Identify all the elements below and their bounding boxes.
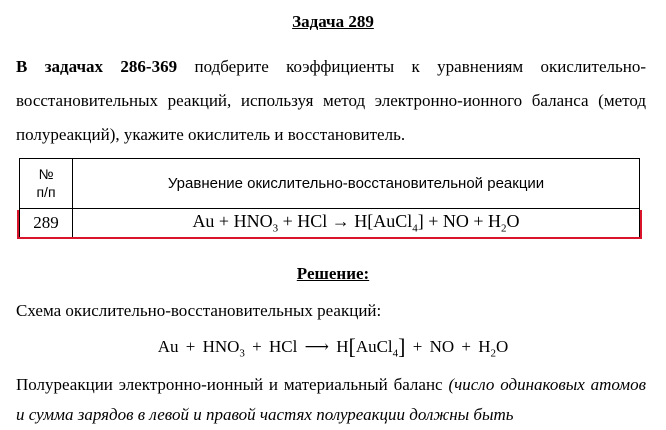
task-title: Задача 289 (292, 12, 374, 31)
header-equation: Уравнение окислительно-восстановительной реакции (73, 159, 640, 209)
solution-title: Решение: (296, 264, 370, 283)
intro-lead: В задачах 286-369 (16, 57, 178, 76)
half-reactions-text: Полуреакции электронно-ионный и материальный баланс (число одинаковых атомов и сумма зарядов в левой и правой частях полуреакции должны быть (16, 375, 646, 424)
header-number-pp: п/п (36, 184, 56, 201)
row-equation: $Au + HNO_3$ + HCl → H[AuCl$_4$] + NO + $H_2O$ (73, 208, 640, 237)
scheme-equation: $Au + HNO_3$ + HCl ⟶ H[AuCl$_4$] + NO + $H_2O$ (157, 334, 509, 360)
intro-text: подберите коэффициенты к уравнениям окислительно-восстановительных реакций, используя метод электронно-ионного баланса (метод полуреакций), укажите окислитель и восстановитель. (16, 57, 646, 144)
task-intro (16, 50, 646, 152)
table-header-row (20, 159, 640, 209)
row-number: 289 (20, 208, 73, 237)
highlight-left-edge (17, 210, 19, 239)
table-row (20, 208, 640, 237)
header-number (20, 159, 73, 209)
highlight-underline (17, 237, 642, 239)
scheme-label: Схема окислительно-восстановительных реакций: (16, 301, 382, 320)
reaction-table (19, 158, 640, 238)
header-number-sign: № (38, 166, 54, 183)
highlight-right-edge (640, 210, 642, 239)
